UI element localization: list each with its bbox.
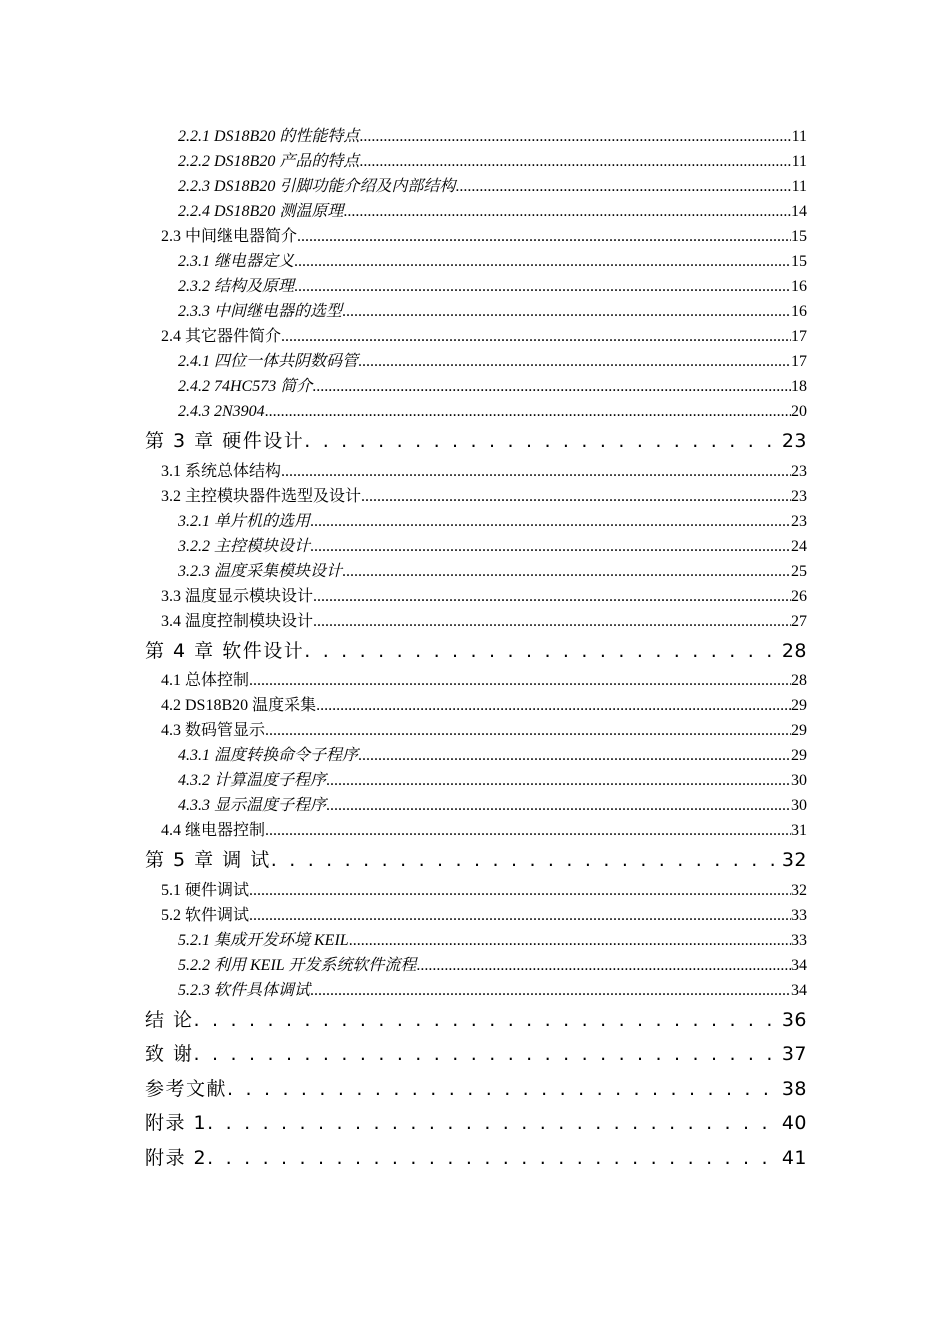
toc-entry-page-number: 31: [791, 822, 807, 839]
toc-entry-page-number: 15: [791, 228, 807, 245]
toc-entry-title: 5.2.1 集成开发环境 KEIL: [178, 931, 349, 949]
toc-entry-page-number: 34: [791, 981, 807, 999]
toc-entry-level1[interactable]: [145, 1003, 807, 1038]
toc-dot-leader: [358, 743, 791, 768]
toc-entry-page-number: 32: [781, 849, 807, 871]
toc-entry-title: 附录 1: [145, 1112, 208, 1134]
toc-entry-title: 2.3.2 结构及原理: [178, 278, 295, 295]
toc-dot-leader: [265, 718, 791, 743]
toc-dot-leader: [281, 459, 791, 484]
toc-dot-leader: [343, 199, 791, 224]
toc-entry-page-number: 18: [791, 378, 807, 395]
toc-entry-title: 附录 2: [145, 1146, 208, 1169]
toc-entry-page-number: 40: [781, 1112, 807, 1134]
toc-entry-title: 5.2.2 利用 KEIL 开发系统软件流程: [178, 956, 417, 974]
toc-entry-page-number: 34: [791, 956, 807, 974]
toc-entry-title: 4.1 总体控制: [161, 672, 250, 689]
toc-entry-level3[interactable]: [145, 953, 807, 978]
toc-entry-page-number: 20: [791, 403, 807, 420]
toc-entry-page-number: 33: [791, 906, 807, 924]
toc-entry-title: 第 3 章 硬件设计: [145, 430, 305, 452]
toc-dot-leader: [297, 224, 791, 249]
toc-entry-level1[interactable]: [145, 1072, 807, 1107]
toc-entry-page-number: 30: [791, 772, 807, 789]
toc-dot-leader: [265, 818, 791, 843]
toc-entry-page-number: 41: [781, 1146, 807, 1169]
toc-dot-leader: [349, 928, 791, 953]
toc-entry-title: 4.3.1 温度转换命令子程序: [178, 747, 359, 764]
toc-entry-title: 致 谢: [145, 1043, 194, 1065]
toc-dot-leader: [294, 274, 791, 299]
toc-dot-leader: [194, 1037, 782, 1072]
toc-entry-page-number: 26: [791, 587, 807, 605]
toc-entry-title: 2.4.2 74HC573 简介: [178, 378, 313, 395]
toc-dot-leader: [358, 349, 791, 374]
toc-entry-page-number: 29: [791, 697, 807, 714]
toc-entry-title: 2.2.2 DS18B20 产品的特点: [178, 153, 360, 170]
toc-dot-leader: [359, 124, 791, 149]
toc-entry-level2[interactable]: [145, 718, 807, 743]
toc-entry-page-number: 27: [791, 612, 807, 630]
toc-dot-leader: [294, 249, 791, 274]
toc-dot-leader: [281, 324, 791, 349]
toc-entry-page-number: 17: [791, 328, 807, 345]
toc-entry-level3[interactable]: [145, 349, 807, 374]
toc-entry-page-number: 15: [791, 253, 807, 270]
toc-entry-page-number: 14: [791, 203, 807, 220]
toc-dot-leader: [249, 903, 791, 928]
toc-dot-leader: [304, 634, 782, 669]
toc-dot-leader: [271, 843, 782, 878]
toc-entry-title: 5.2 软件调试: [161, 906, 250, 924]
toc-entry-title: 2.4.3 2N3904: [178, 403, 265, 420]
toc-dot-leader: [313, 584, 791, 609]
toc-entry-title: 4.4 继电器控制: [161, 822, 266, 839]
toc-dot-leader: [227, 1072, 782, 1107]
toc-dot-leader: [361, 484, 791, 509]
toc-entry-page-number: 30: [791, 797, 807, 814]
toc-entry-level2[interactable]: [145, 878, 807, 903]
toc-entry-page-number: 11: [791, 178, 807, 195]
toc-entry-page-number: 33: [791, 931, 807, 949]
toc-entry-level3[interactable]: [145, 978, 807, 1003]
toc-entry-level2[interactable]: [145, 484, 807, 509]
toc-entry-level2[interactable]: [145, 224, 807, 249]
toc-dot-leader: [249, 668, 791, 693]
toc-dot-leader: [265, 399, 791, 424]
table-of-contents: [145, 124, 807, 1175]
toc-entry-title: 参考文献: [145, 1077, 228, 1100]
toc-entry-page-number: 11: [791, 153, 807, 170]
toc-dot-leader: [249, 878, 791, 903]
toc-entry-level3[interactable]: [145, 274, 807, 299]
toc-entry-title: 4.3 数码管显示: [161, 722, 266, 739]
toc-dot-leader: [310, 534, 791, 559]
toc-dot-leader: [455, 174, 791, 199]
toc-entry-title: 4.3.3 显示温度子程序: [178, 797, 327, 814]
toc-entry-level1[interactable]: [145, 843, 807, 878]
toc-entry-title: 2.3 中间继电器简介: [161, 228, 298, 245]
toc-entry-title: 4.3.2 计算温度子程序: [178, 772, 327, 789]
toc-entry-page-number: 29: [791, 722, 807, 739]
toc-entry-title: 第 5 章 调 试: [145, 849, 271, 871]
toc-entry-level3[interactable]: [145, 124, 807, 149]
toc-entry-page-number: 11: [791, 128, 807, 145]
toc-entry-page-number: 38: [781, 1077, 807, 1100]
toc-entry-page-number: 29: [791, 747, 807, 764]
toc-dot-leader: [316, 693, 791, 718]
toc-entry-level2[interactable]: [145, 584, 807, 609]
toc-entry-level3[interactable]: [145, 199, 807, 224]
toc-entry-level1[interactable]: [145, 1037, 807, 1072]
toc-entry-level3[interactable]: [145, 299, 807, 324]
toc-entry-level1[interactable]: [145, 634, 807, 669]
toc-entry-level2[interactable]: [145, 324, 807, 349]
toc-dot-leader: [326, 768, 791, 793]
toc-entry-title: 3.2.3 温度采集模块设计: [178, 562, 343, 580]
toc-entry-level1[interactable]: [145, 1106, 807, 1141]
toc-entry-level2[interactable]: [145, 609, 807, 634]
toc-entry-level3[interactable]: [145, 249, 807, 274]
toc-dot-leader: [359, 149, 791, 174]
toc-entry-title: 结 论: [145, 1008, 194, 1031]
toc-entry-level3[interactable]: [145, 559, 807, 584]
toc-dot-leader: [342, 559, 791, 584]
toc-entry-level3[interactable]: [145, 399, 807, 424]
toc-dot-leader: [194, 1003, 782, 1038]
toc-entry-level3[interactable]: [145, 534, 807, 559]
toc-entry-page-number: 17: [791, 353, 807, 370]
toc-entry-page-number: 32: [791, 881, 807, 899]
toc-entry-level3[interactable]: [145, 928, 807, 953]
toc-dot-leader: [342, 299, 791, 324]
toc-entry-level3[interactable]: [145, 768, 807, 793]
toc-entry-title: 3.3 温度显示模块设计: [161, 587, 314, 605]
toc-entry-page-number: 36: [781, 1008, 807, 1031]
toc-entry-title: 3.2 主控模块器件选型及设计: [161, 487, 362, 505]
toc-dot-leader: [326, 793, 791, 818]
toc-entry-level2[interactable]: [145, 818, 807, 843]
toc-entry-level3[interactable]: [145, 743, 807, 768]
toc-entry-level3[interactable]: [145, 149, 807, 174]
toc-entry-page-number: 28: [791, 672, 807, 689]
toc-entry-page-number: 23: [791, 512, 807, 530]
toc-entry-level2[interactable]: [145, 903, 807, 928]
toc-entry-level3[interactable]: [145, 374, 807, 399]
toc-entry-title: 3.1 系统总体结构: [161, 462, 282, 480]
toc-entry-title: 2.4 其它器件简介: [161, 328, 282, 345]
toc-entry-level2[interactable]: [145, 459, 807, 484]
toc-entry-level1[interactable]: [145, 424, 807, 459]
toc-entry-page-number: 16: [791, 278, 807, 295]
toc-entry-level2[interactable]: [145, 668, 807, 693]
toc-dot-leader: [310, 978, 791, 1003]
toc-entry-page-number: 37: [781, 1043, 807, 1065]
toc-entry-page-number: 24: [791, 537, 807, 555]
toc-entry-level2[interactable]: [145, 693, 807, 718]
toc-dot-leader: [207, 1141, 782, 1176]
toc-entry-page-number: 23: [791, 462, 807, 480]
toc-dot-leader: [207, 1106, 782, 1141]
toc-entry-title: 第 4 章 软件设计: [145, 639, 305, 662]
toc-entry-title: 2.2.3 DS18B20 引脚功能介绍及内部结构: [178, 178, 456, 195]
toc-dot-leader: [304, 424, 782, 459]
toc-entry-level3[interactable]: [145, 509, 807, 534]
toc-entry-title: 3.2.1 单片机的选用: [178, 512, 311, 530]
toc-entry-level3[interactable]: [145, 793, 807, 818]
toc-entry-title: 3.2.2 主控模块设计: [178, 537, 311, 555]
toc-dot-leader: [416, 953, 791, 978]
toc-entry-title: 4.2 DS18B20 温度采集: [161, 697, 317, 714]
toc-dot-leader: [310, 509, 791, 534]
toc-entry-page-number: 28: [781, 639, 807, 662]
toc-entry-title: 2.2.1 DS18B20 的性能特点: [178, 128, 360, 145]
toc-entry-page-number: 23: [791, 487, 807, 505]
toc-dot-leader: [312, 374, 791, 399]
toc-entry-title: 5.2.3 软件具体调试: [178, 981, 311, 999]
toc-entry-page-number: 25: [791, 562, 807, 580]
toc-entry-title: 2.2.4 DS18B20 测温原理: [178, 203, 344, 220]
toc-entry-level3[interactable]: [145, 174, 807, 199]
toc-dot-leader: [313, 609, 791, 634]
toc-entry-level1[interactable]: [145, 1141, 807, 1176]
toc-entry-title: 2.3.3 中间继电器的选型: [178, 303, 343, 320]
toc-entry-page-number: 16: [791, 303, 807, 320]
toc-entry-title: 3.4 温度控制模块设计: [161, 612, 314, 630]
toc-entry-title: 2.3.1 继电器定义: [178, 253, 295, 270]
toc-entry-title: 5.1 硬件调试: [161, 881, 250, 899]
toc-entry-page-number: 23: [781, 430, 807, 452]
toc-entry-title: 2.4.1 四位一体共阴数码管: [178, 353, 359, 370]
